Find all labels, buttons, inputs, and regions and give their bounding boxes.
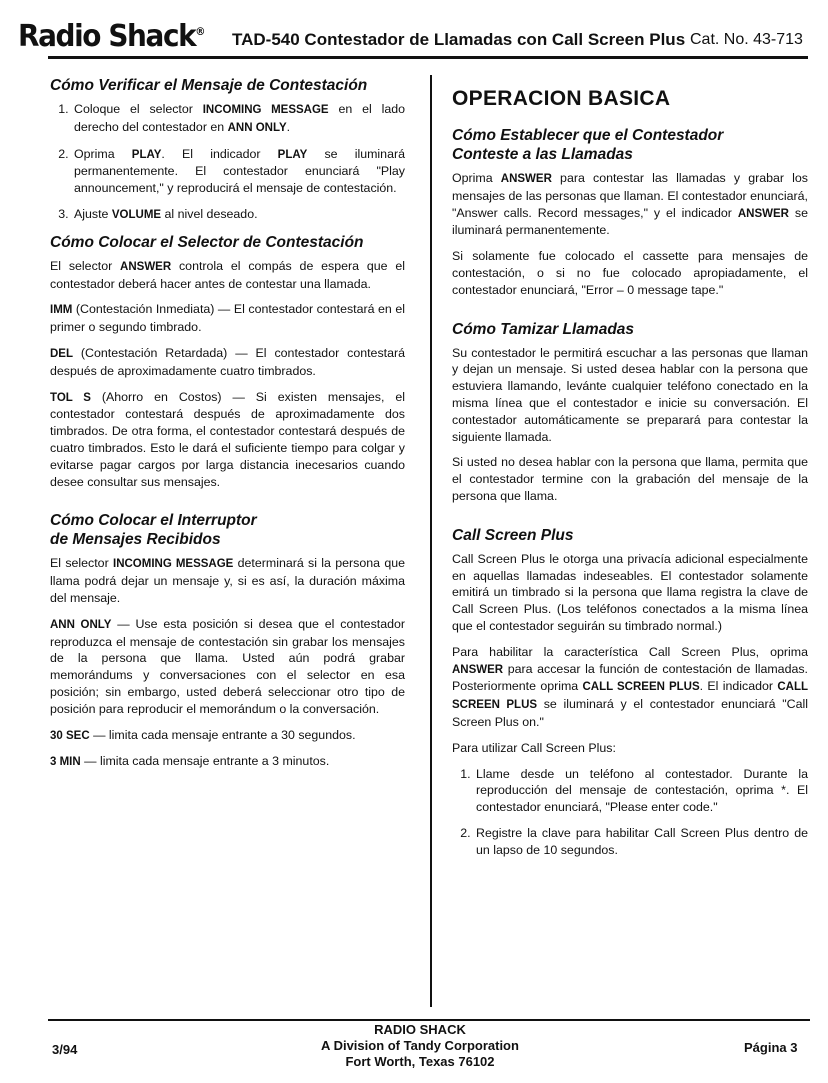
section-heading-verify: Cómo Verificar el Mensaje de Contestación <box>50 77 368 94</box>
section-heading-screen-calls: Cómo Tamizar Llamadas <box>452 320 635 338</box>
footer-publisher: RADIO SHACK A Division of Tandy Corporation Fort Worth, Texas 76102 <box>321 1022 519 1069</box>
paragraph: El selector INCOMING MESSAGE determinará si la persona que llama podrá dejar un mensaje y, si es así, la duración máxima del mensaje. <box>50 556 405 605</box>
footer-rule <box>48 1019 810 1021</box>
paragraph: Para utilizar Call Screen Plus: <box>452 740 616 755</box>
section-heading-answer-selector: Cómo Colocar el Selector de Contestación <box>50 233 364 251</box>
paragraph: DEL (Contestación Retardada) — El contestador contestará después de aproximadamente cuatro timbrados. <box>50 345 405 378</box>
list-item: 1. Llame desde un teléfono al contestador. Durante la reproducción del mensaje de contestación, oprima *. El contestador enunciará, "Please enter code." <box>474 766 808 816</box>
paragraph: 3 MIN — limita cada mensaje entrante a 3 minutos. <box>50 754 330 769</box>
section-heading-incoming-switch: Cómo Colocar el Interruptor de Mensajes Recibidos <box>50 512 257 549</box>
paragraph: Su contestador le permitirá escuchar a las personas que llaman y dejan un mensaje. Si usted desea hablar con la persona que estuviera llamando, levánte cualquier teléfono conectado en la misma línea que el contestador e inicie su conversación. El contestador automáticamente se preparará para contestar la siguiente llamada. <box>452 345 808 444</box>
column-divider <box>430 75 432 1007</box>
paragraph: Si usted no desea hablar con la persona que llama, permita que el contestador termine con la grabación del mensaje de la persona que llama. <box>452 455 808 503</box>
paragraph: 30 SEC — limita cada mensaje entrante a 30 segundos. <box>50 727 356 742</box>
document-title: TAD-540 Contestador de Llamadas con Call Screen Plus <box>232 30 686 49</box>
radio-shack-logo: Radio Shack® <box>18 19 206 54</box>
right-column <box>452 86 808 868</box>
paragraph: ANN ONLY — Use esta posición si desea que el contestador reproduzca el mensaje de contestación sin grabar los mensajes de la persona que llama. Usted aún podrá grabar memorándums y conversaciones con el selector en esa posición; sin embargo, usted deberá seleccionar otro tipo de posición para reproducir el memorándum o la conversación. <box>50 616 406 716</box>
section-heading-call-screen-plus: Call Screen Plus <box>452 526 574 544</box>
paragraph: IMM (Contestación Inmediata) — El contestador contestará en el primer o segundo timbrado. <box>50 302 405 335</box>
footer-page-number: Página 3 <box>744 1040 798 1055</box>
paragraph: Oprima ANSWER para contestar las llamadas y grabar los mensajes de las personas que llaman. El contestador enunciará, "Answer calls. Record messages," y el indicador ANSWER se iluminará permanentemente. <box>452 171 809 238</box>
main-heading: OPERACION BASICA <box>452 87 671 110</box>
list-item: 3. Ajuste VOLUME al nivel deseado. <box>72 206 405 224</box>
footer-date: 3/94 <box>52 1042 78 1057</box>
list-item: 2. Oprima PLAY. El indicador PLAY se iluminará permanentemente. El contestador enunciará "Play announcement," y reproducirá el mensaje de contestación. <box>72 146 405 197</box>
header-rule <box>48 56 808 59</box>
paragraph: Para habilitar la característica Call Screen Plus, oprima ANSWER para accesar la función de contestación de llamadas. Posteriormente oprima CALL SCREEN PLUS. El indicador CALL SCREEN PLUS se iluminará y el contestador enunciará "Call Screen Plus on." <box>452 644 808 729</box>
left-column <box>50 76 405 780</box>
verify-steps-list <box>50 101 405 224</box>
paragraph: Call Screen Plus le otorga una privacía adicional especialmente en aquellas llamadas indeseables. El contestador solamente emitirá un timbrado si la persona que llama registra la clave de Call Screen Plus. (Los teléfonos conectados a la misma línea que el contestador seguirán su timbrado normal.) <box>452 551 808 633</box>
list-item: 2. Registre la clave para habilitar Call Screen Plus dentro de un lapso de 10 segundos. <box>474 825 808 859</box>
paragraph: Si solamente fue colocado el cassette para mensajes de contestación, o si no fue colocado apropiadamente, el contestador enunciará, "Error – 0 message tape." <box>452 249 808 297</box>
paragraph: El selector ANSWER controla el compás de espera que el contestador deberá hacer antes de contestar una llamada. <box>50 258 405 291</box>
section-heading-set-answer: Cómo Establecer que el Contestador Conteste a las Llamadas <box>452 127 724 163</box>
paragraph: TOL S (Ahorro en Costos) — Si existen mensajes, el contestador contestará después de aproximadamente dos timbrados. De otra forma, el contestador contestará después de cuatro timbrados. Esto le dará el suficiente tiempo para colgar y evitarse pagar cargos por larga distancia inecesarios cuando desee consultar sus mensajes. <box>50 389 405 489</box>
list-item: 1. Coloque el selector INCOMING MESSAGE en el lado derecho del contestador en ANN ONLY. <box>72 101 405 137</box>
catalog-number: Cat. No. 43-713 <box>690 31 803 48</box>
call-screen-steps-list <box>452 766 808 859</box>
